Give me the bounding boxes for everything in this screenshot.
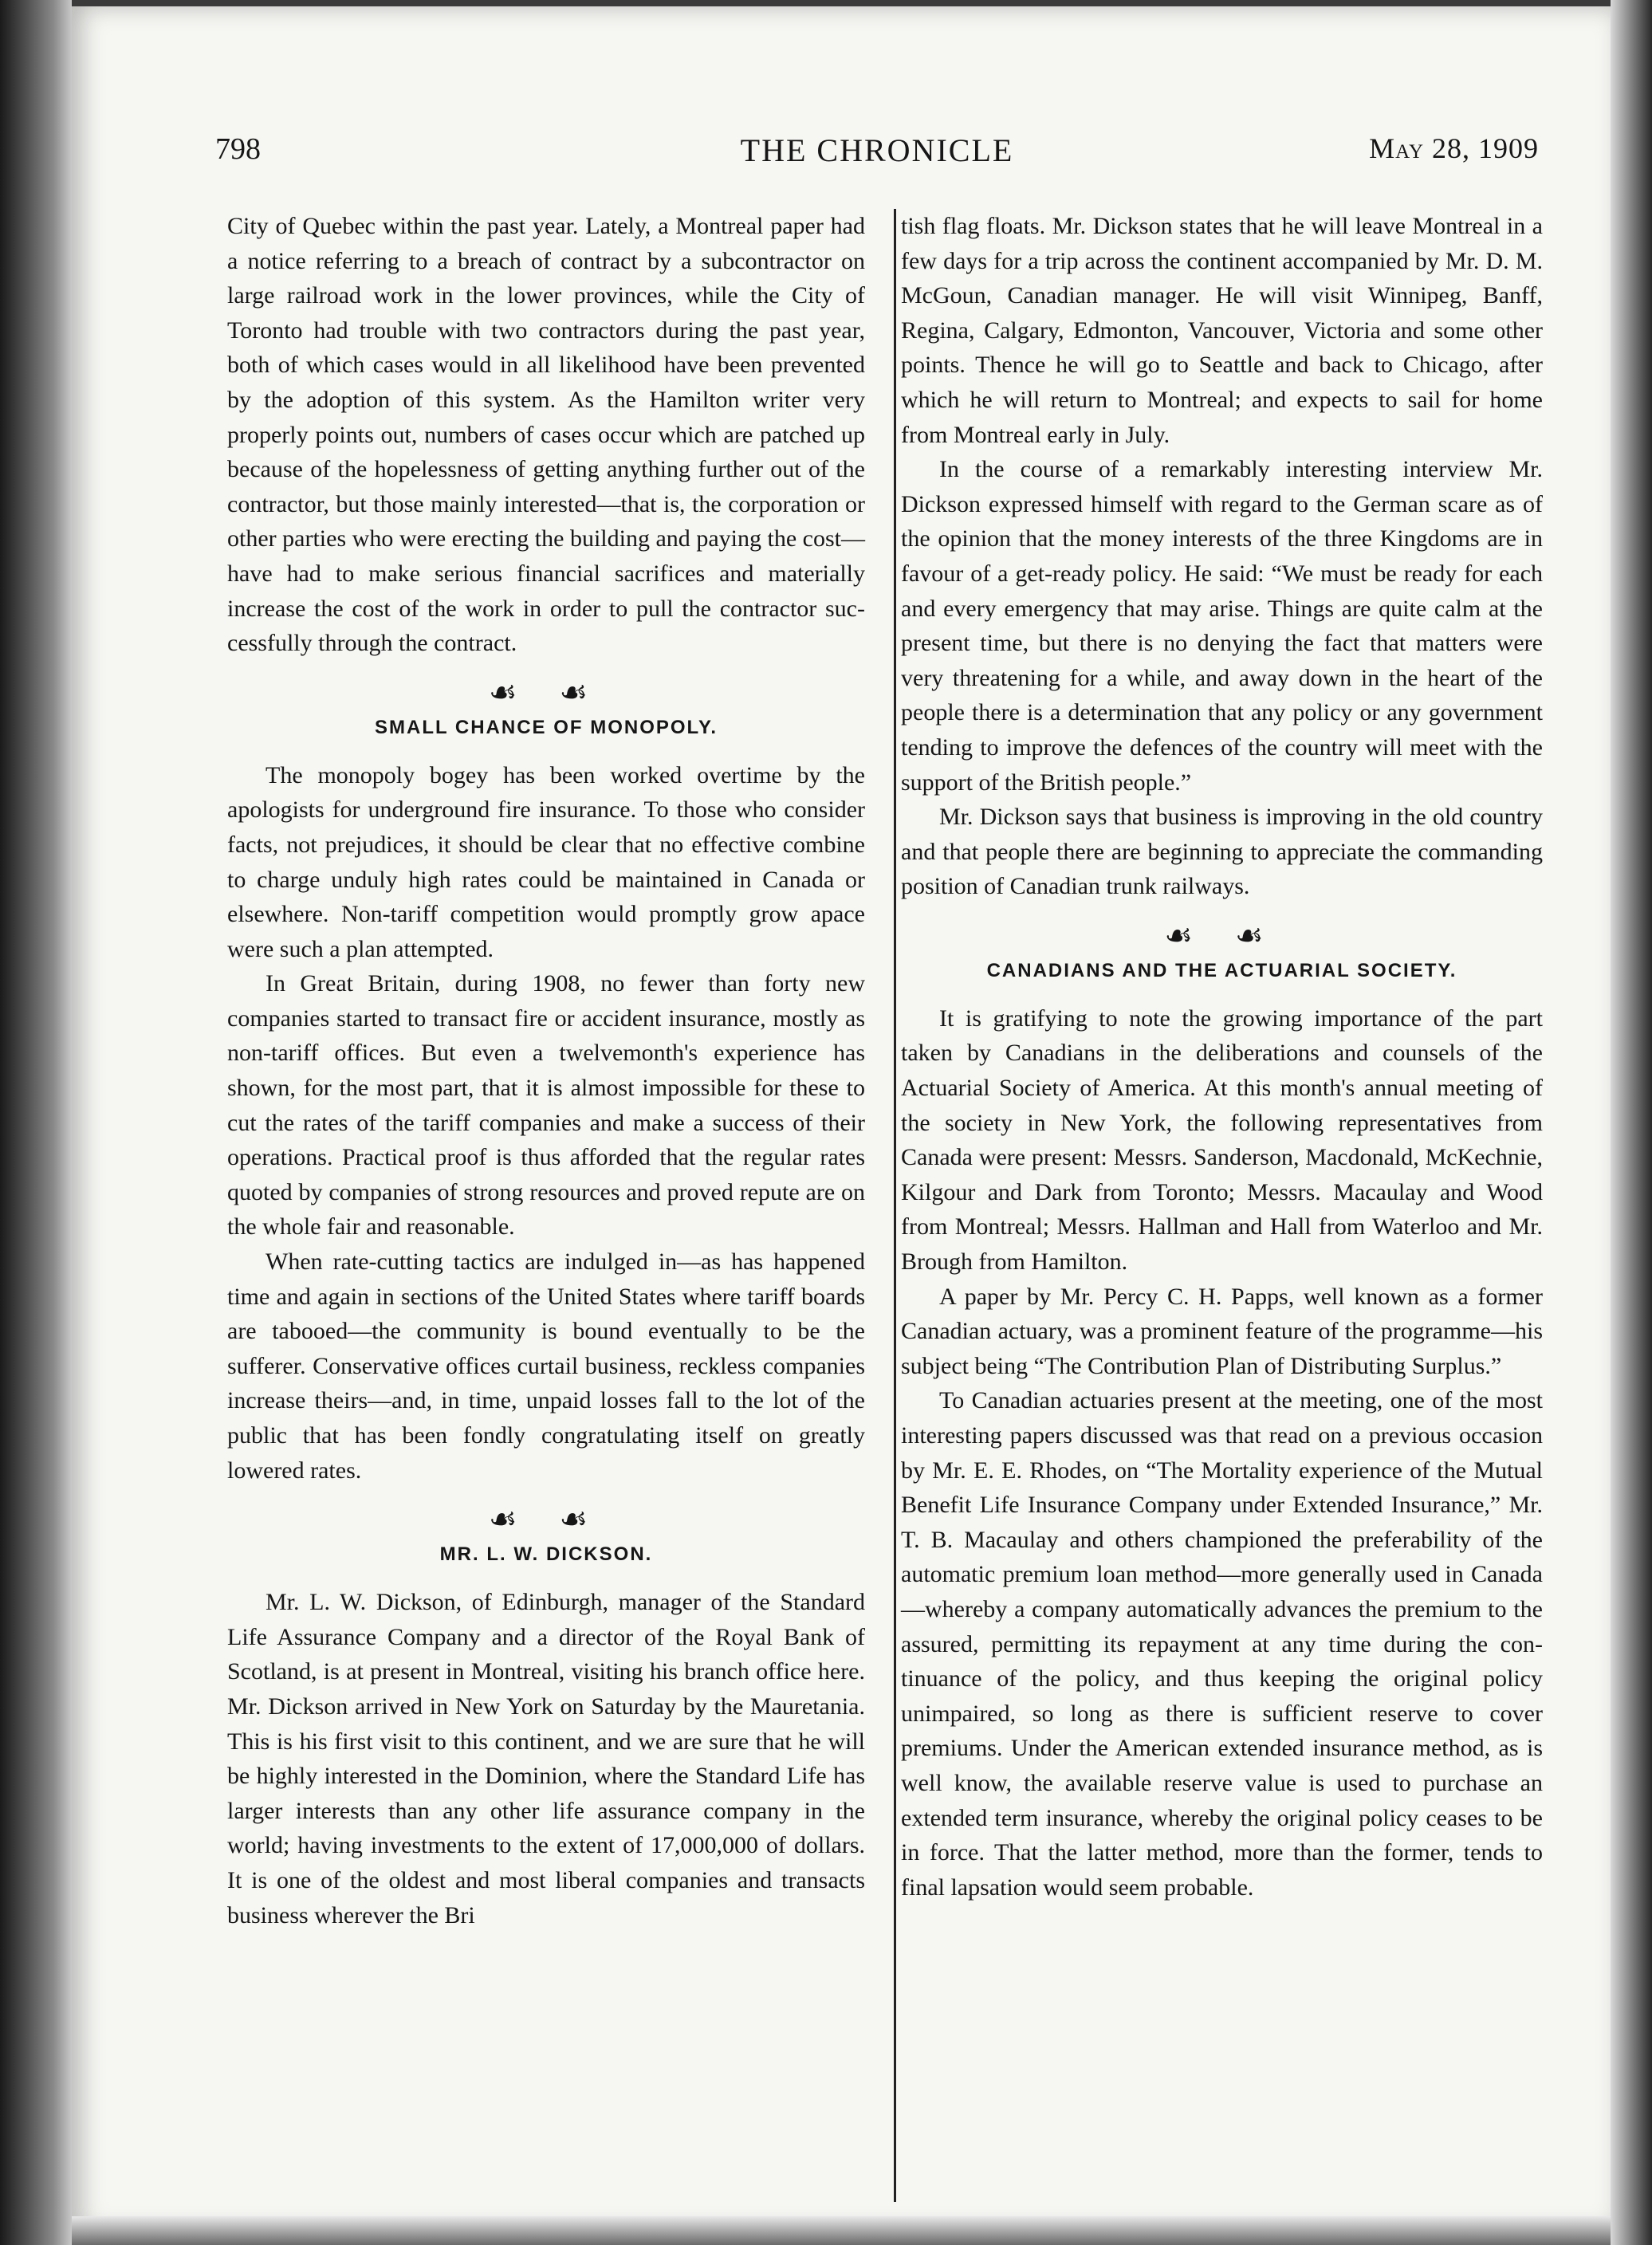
paragraph: In Great Britain, during 1908, no fewer than forty new companies started to transact fire or accident insurance, mostly as non-tariff offices. But even a twelvemonth's experience has shown, for the most part, that it is almost impossible for these to cut the rates of the tariff companies and make a success of their operations. Practical proof is thus afforded that the regular rates quoted by companies of strong resources and proved repute are on the whole fair and reasonable. (227, 970, 865, 1240)
paragraph: Mr. Dickson says that business is improving in the old country and that people there are beginning to appreciate the commanding position of Canadian trunk railways. (901, 804, 1543, 900)
paragraph: The monopoly bogey has been worked overtime by the apologists for underground fire insurance. To those who consider facts, not prejudices, it should be clear that no effective combine to charge unduly high rates could be maintained in Canada or elsewhere. Non-tariff competition would promptly grow apace were such a plan attempted. (227, 761, 865, 962)
right-column (901, 209, 1543, 1905)
page-edge-bottom (72, 2216, 1611, 2245)
article-heading-actuarial: CANADIANS AND THE ACTUARIAL SOCIETY. (986, 959, 1457, 981)
paragraph: To Canadian actuaries present at the meeting, one of the most interesting papers discussed was that read on a previous occasion by Mr. E. E. Rhodes, on “The Mortality experience of the Mutual Benefit Life Insurance Company under Extended Insurance,” Mr. T. B. Macaulay and others championed the preferability of the automatic premium loan method—more generally used in Canada—whereby a company automatically advances the premium to the assured, permitting its repayment at any time during the continuance of the policy, and thus keeping the original policy unimpaired, so long as there is sufficient reserve to cover premiums. Under the American extended insurance method, as is well know, the available reserve value is used to purchase an extended term insurance, whereby the original policy ceases to be in force. That the latter method, more than the former, tends to final lapsation would seem probable. (901, 1387, 1543, 1901)
paragraph: It is gratifying to note the growing importance of the part taken by Canadians in the deliberations and counsels of the Actuarial Society of America. At this month's annual meeting of the society in New York, the following representatives from Canada were present: Messrs. Sanderson, Macdonald, McKechnie, Kilgour and Dark from Toronto; Messrs. Macaulay and Wood from Montreal; Messrs. Hallman and Hall from Waterloo and Mr. Brough from Hamilton. (901, 1005, 1543, 1276)
page-header (215, 132, 1539, 179)
ornament-leaf-icon: ☙ ☙ (1164, 917, 1280, 954)
paragraph: tish flag floats. Mr. Dickson states that he will leave Montreal in a few days for a trip across the continent accompanied by Mr. D. M. McGoun, Canadian manager. He will visit Winnipeg, Banff, Regina, Calgary, Edmonton, Vancouver, Victoria and some other points. Thence he will go to Seattle and back to Chicago, after which he will return to Montreal; and expects to sail for home from Montreal early in July. (901, 213, 1543, 448)
paragraph: Mr. L. W. Dickson, of Edinburgh, manager of the Standard Life Assurance Company and a director of the Royal Bank of Scotland, is at present in Montreal, visiting his branch office here. Mr. Dickson arrived in New York on Saturday by the Mauretania. This is his first visit to this continent, and we are sure that he will be highly interested in the Dominion, where the Standard Life has larger interests than any other life assurance company in the world; having investments to the extent of 17,000,000 of dollars. It is one of the oldest and most liberal companies and transacts business wherever the Bri (227, 1589, 865, 1928)
paragraph: A paper by Mr. Percy C. H. Papps, well known as a former Canadian actuary, was a prominent feature of the programme—his subject being “The Contribution Plan of Distributing Surplus.” (901, 1283, 1543, 1379)
left-column (227, 209, 865, 1932)
column-divider (894, 209, 896, 2202)
ornament-leaf-icon: ☙ ☙ (488, 674, 604, 711)
page-number: 798 (215, 132, 261, 166)
paragraph: When rate-cutting tactics are indulged in—as has happened time and again in sections of the United States where tariff boards are tabooed—the community is bound eventually to be the sufferer. Conservative offices curtail business, reckless companies increase theirs—and, in time, unpaid losses fall to the lot of the public that has been fondly congratulating itself on greatly lowered rates. (227, 1248, 865, 1484)
issue-date: May 28, 1909 (1369, 132, 1539, 164)
paragraph: In the course of a remarkably interesting interview Mr. Dickson expressed himself with regard to the German scare as of the opinion that the money interests of the three Kingdoms are in favour of a get-ready policy. He said: “We must be ready for each and every emergency that may arise. Things are quite calm at the present time, but there is no denying the fact that matters were very threatening for a while, and away down in the heart of the people there is a determination that any policy or any government tending to improve the defences of the country will meet with the support of the British people.” (901, 456, 1543, 796)
book-binding-shadow (0, 0, 72, 2245)
paragraph: City of Quebec within the past year. Lately, a Montreal paper had a notice referring to a breach of contract by a subcontractor on large railroad work in the lower provinces, while the City of Toronto had trouble with two contractors during the past year, both of which cases would in all likelihood have been prevented by the adoption of this system. As the Hamilton writer very properly points out, numbers of cases occur which are patched up because of the hopelessness of getting anything further out of the contractor, but those mainly interested—that is, the corporation or other parties who were erecting the building and paying the cost—have had to make serious financial sacrifices and materially increase the cost of the work in order to pull the contractor successfully through the contract. (227, 213, 865, 657)
masthead-title: THE CHRONICLE (740, 132, 1014, 168)
article-heading-monopoly: SMALL CHANCE OF MONOPOLY. (374, 716, 718, 738)
ornament-leaf-icon: ☙ ☙ (488, 1501, 604, 1539)
page-edge-right (1611, 0, 1652, 2245)
article-heading-dickson: MR. L. W. DICKSON. (439, 1543, 653, 1566)
